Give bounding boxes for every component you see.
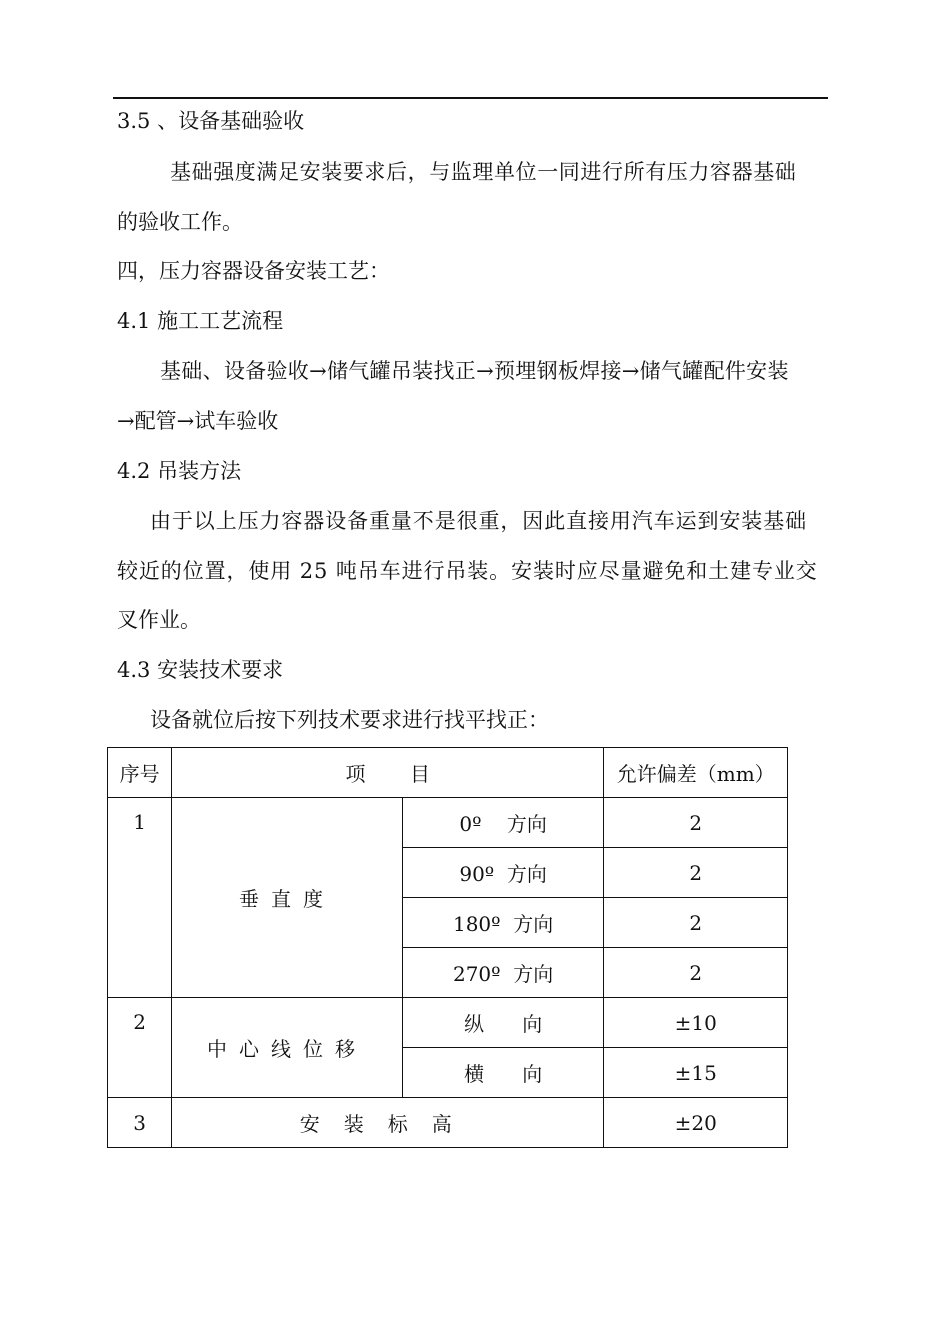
item-label: 安装标高 <box>172 1098 604 1148</box>
direction-cell: 横 向 <box>402 1048 604 1098</box>
header-tolerance: 允许偏差（mm） <box>604 748 788 798</box>
paragraph-line: 基础强度满足安装要求后，与监理单位一同进行所有压力容器基础 <box>170 160 797 184</box>
direction-cell: 90º 方向 <box>402 848 604 898</box>
paragraph-line: 的验收工作。 <box>117 210 243 234</box>
tolerance-value: 2 <box>604 798 788 848</box>
item-label: 中心线位移 <box>172 998 403 1098</box>
paragraph-line: 较近的位置，使用 25 吨吊车进行吊装。安装时应尽量避免和土建专业交 <box>117 559 818 583</box>
tolerance-table <box>107 747 788 1148</box>
paragraph-line: 设备就位后按下列技术要求进行找平找正： <box>150 708 549 732</box>
header-item: 项 目 <box>172 748 604 798</box>
section-heading-3-5: 3.5 、设备基础验收 <box>117 109 305 133</box>
direction-cell: 270º 方向 <box>402 948 604 998</box>
header-no: 序号 <box>108 748 172 798</box>
table-header-row <box>108 748 788 798</box>
paragraph-line: 叉作业。 <box>117 608 201 632</box>
paragraph-line: →配管→试车验收 <box>117 409 279 433</box>
table-row <box>108 798 788 848</box>
direction-cell: 纵 向 <box>402 998 604 1048</box>
header-rule <box>113 97 828 99</box>
item-label: 垂直度 <box>172 798 403 998</box>
tolerance-value: 2 <box>604 898 788 948</box>
tolerance-value: ±10 <box>604 998 788 1048</box>
table-row <box>108 1098 788 1148</box>
paragraph-line: 基础、设备验收→储气罐吊装找正→预埋钢板焊接→储气罐配件安装 <box>160 359 789 383</box>
paragraph-line: 由于以上压力容器设备重量不是很重，因此直接用汽车运到安装基础 <box>150 509 807 533</box>
section-heading-4-1: 4.1 施工工艺流程 <box>117 309 284 333</box>
chapter-heading-4: 四，压力容器设备安装工艺： <box>117 259 390 283</box>
section-heading-4-2: 4.2 吊装方法 <box>117 459 242 483</box>
tolerance-value: 2 <box>604 848 788 898</box>
row-no: 1 <box>108 798 172 998</box>
tolerance-value: ±20 <box>604 1098 788 1148</box>
direction-cell: 180º 方向 <box>402 898 604 948</box>
table-row <box>108 998 788 1048</box>
row-no: 3 <box>108 1098 172 1148</box>
section-heading-4-3: 4.3 安装技术要求 <box>117 658 284 682</box>
tolerance-value: 2 <box>604 948 788 998</box>
direction-cell: 0º 方向 <box>402 798 604 848</box>
row-no: 2 <box>108 998 172 1098</box>
tolerance-value: ±15 <box>604 1048 788 1098</box>
